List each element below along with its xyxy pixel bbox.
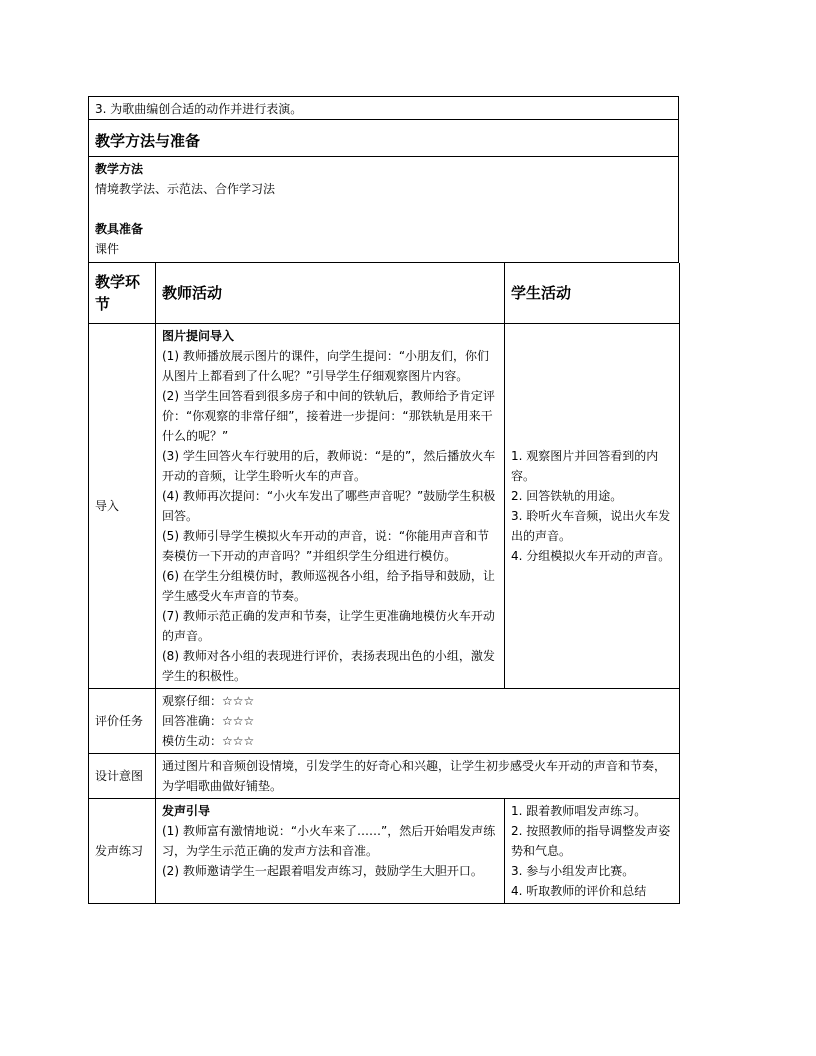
header-stage: 教学环节	[89, 263, 156, 323]
intro-student-2: 2. 回答铁轨的用途。	[511, 488, 623, 503]
vocal-stage: 发声练习	[89, 798, 156, 903]
vocal-row	[89, 798, 680, 903]
intro-teacher-6: (6) 在学生分组模仿时，教师巡视各小组，给予指导和鼓励，让学生感受火车声音的节奏。	[162, 568, 495, 603]
intro-teacher-5: (5) 教师引导学生模拟火车开动的声音，说：“你能用声音和节奏模仿一下开动的声音吗？”并组织学生分组进行模仿。	[162, 528, 490, 563]
intro-student-1: 1. 观察图片并回答看到的内容。	[511, 448, 659, 483]
evaluation-item: 回答准确：☆☆☆	[162, 713, 255, 728]
intro-row	[89, 323, 680, 688]
intro-teacher-cell	[156, 323, 505, 688]
intro-teacher-4: (4) 教师再次提问：“小火车发出了哪些声音呢？”鼓励学生积极回答。	[162, 488, 496, 523]
intro-teacher-7: (7) 教师示范正确的发声和节奏，让学生更准确地模仿火车开动的声音。	[162, 608, 495, 643]
vocal-student-1: 1. 跟着教师唱发声练习。	[511, 803, 647, 818]
vocal-teacher-1: (1) 教师富有激情地说：“小火车来了……”，然后开始唱发声练习，为学生示范正确的发声方法和音准。	[162, 823, 496, 858]
objective-row	[88, 96, 679, 120]
methods-section-title: 教学方法与准备	[95, 132, 201, 150]
intro-teacher-3: (3) 学生回答火车行驶用的后，教师说：“是的”，然后播放火车开动的音频，让学生聆听火车的声音。	[162, 448, 496, 483]
intro-student-3: 3. 聆听火车音频，说出火车发出的声音。	[511, 508, 671, 543]
tools-value: 课件	[95, 242, 120, 256]
objective-3: 3. 为歌曲编创合适的动作并进行表演。	[95, 102, 303, 116]
vocal-teacher-cell	[156, 798, 505, 903]
evaluation-item: 观察仔细：☆☆☆	[162, 693, 255, 708]
star-rating: ☆☆☆	[222, 693, 255, 708]
evaluation-items	[156, 688, 680, 753]
intro-student-4: 4. 分组模拟火车开动的声音。	[511, 548, 671, 563]
teaching-process-table	[88, 263, 680, 904]
evaluation-stage: 评价任务	[89, 688, 156, 753]
methods-label: 教学方法	[95, 162, 144, 176]
evaluation-row	[89, 688, 680, 753]
evaluation-item: 模仿生动：☆☆☆	[162, 733, 255, 748]
vocal-title: 发声引导	[162, 803, 211, 818]
intro-teacher-2: (2) 当学生回答看到很多房子和中间的铁轨后，教师给予肯定评价：“你观察的非常仔细”，接着进一步提问：“那铁轨是用来干什么的呢？”	[162, 388, 495, 443]
vocal-teacher-2: (2) 教师邀请学生一起跟着唱发声练习，鼓励学生大胆开口。	[162, 863, 483, 878]
vocal-student-3: 3. 参与小组发声比赛。	[511, 863, 635, 878]
vocal-student-2: 2. 按照教师的指导调整发声姿势和气息。	[511, 823, 671, 858]
vocal-student-4: 4. 听取教师的评价和总结	[511, 883, 647, 898]
intro-title: 图片提问导入	[162, 328, 235, 343]
vocal-student-cell	[505, 798, 680, 903]
intro-student-cell	[505, 323, 680, 688]
intro-teacher-8: (8) 教师对各小组的表现进行评价，表扬表现出色的小组，激发学生的积极性。	[162, 648, 495, 683]
design-text: 通过图片和音频创设情境，引发学生的好奇心和兴趣，让学生初步感受火车开动的声音和节奏，为学唱歌曲做好铺垫。	[156, 753, 680, 798]
lesson-plan-page	[88, 96, 679, 904]
header-student: 学生活动	[505, 263, 680, 323]
header-teacher: 教师活动	[156, 263, 505, 323]
methods-section-header	[88, 120, 679, 157]
intro-teacher-1: (1) 教师播放展示图片的课件，向学生提问：“小朋友们，你们从图片上都看到了什么呢？”引导学生仔细观察图片内容。	[162, 348, 490, 383]
design-stage: 设计意图	[89, 753, 156, 798]
star-rating: ☆☆☆	[222, 733, 255, 748]
methods-value: 情境教学法、示范法、合作学习法	[95, 182, 276, 196]
intro-stage: 导入	[89, 323, 156, 688]
star-rating: ☆☆☆	[222, 713, 255, 728]
table-header-row	[89, 263, 680, 323]
tools-label: 教具准备	[95, 222, 144, 236]
design-row	[89, 753, 680, 798]
methods-content	[88, 157, 679, 263]
